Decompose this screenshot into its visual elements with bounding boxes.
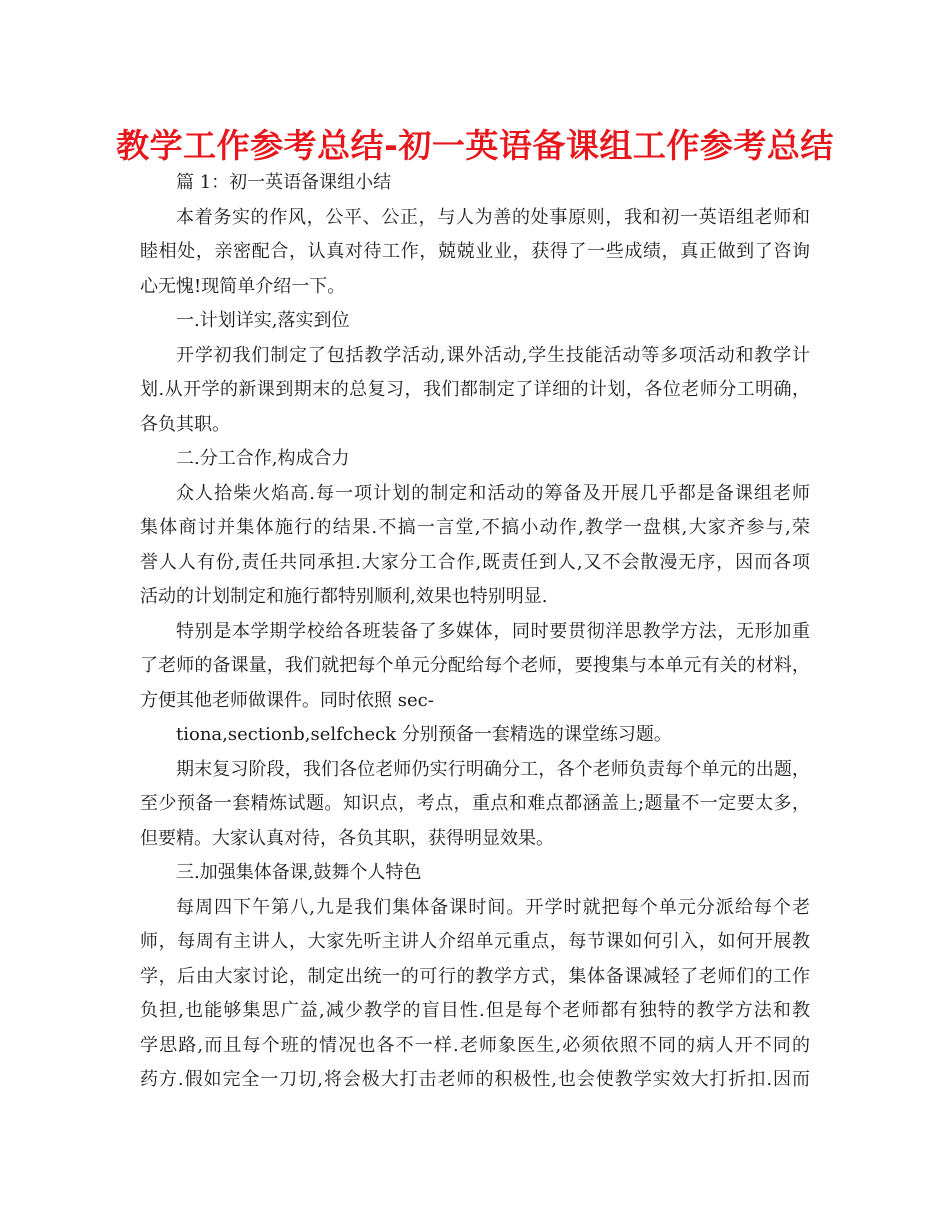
paragraph-line: 各负其职。 bbox=[140, 413, 230, 435]
paragraph-line: 学思路,而且每个班的情况也各不一样.老师象医生,必须依照不同的病人开不同的 bbox=[140, 1034, 810, 1056]
paragraph-line: 药方.假如完全一刀切,将会极大打击老师的积极性,也会使教学实效大打折扣.因而 bbox=[140, 1069, 810, 1090]
paragraph-line: 集体商讨并集体施行的结果.不搞一言堂,不搞小动作,教学一盘棋,大家齐参与,荣 bbox=[140, 517, 810, 538]
section-heading: 三.加强集体备课,鼓舞个人特色 bbox=[176, 862, 422, 883]
paragraph-line: 划.从开学的新课到期末的总复习，我们都制定了详细的计划，各位老师分工明确， bbox=[140, 379, 810, 400]
paragraph-line: tiona,sectionb,selfcheck 分别预备一套精选的课堂练习题。 bbox=[176, 724, 672, 745]
paragraph-line: 心无愧!现简单介绍一下。 bbox=[140, 275, 346, 297]
section-heading: 二.分工合作,构成合力 bbox=[176, 448, 350, 469]
paragraph-line: 了老师的备课量，我们就把每个单元分配给每个老师，要搜集与本单元有关的材料， bbox=[140, 655, 810, 676]
section-heading: 篇 1：初一英语备课组小结 bbox=[176, 172, 392, 193]
paragraph-line: 但要精。大家认真对待，各负其职，获得明显效果。 bbox=[140, 827, 554, 849]
section-heading: 一.计划详实,落实到位 bbox=[176, 310, 350, 331]
paragraph-line: 每周四下午第八,九是我们集体备课时间。开学时就把每个单元分派给每个老 bbox=[176, 896, 810, 918]
paragraph-line: 众人拾柴火焰高.每一项计划的制定和活动的筹备及开展几乎都是备课组老师 bbox=[176, 482, 810, 504]
paragraph-line: 誉人人有份,责任共同承担.大家分工合作,既责任到人,又不会散漫无序，因而各项 bbox=[140, 551, 810, 573]
paragraph-line: 学，后由大家讨论，制定出统一的可行的教学方式，集体备课减轻了老师们的工作 bbox=[140, 965, 810, 987]
document-body bbox=[140, 166, 810, 1098]
paragraph-line: 本着务实的作风，公平、公正，与人为善的处事原则，我和初一英语组老师和 bbox=[176, 206, 810, 228]
paragraph-line: 期末复习阶段，我们各位老师仍实行明确分工，各个老师负责每个单元的出题， bbox=[176, 758, 810, 780]
document-title: 教学工作参考总结-初一英语备课组工作参考总结 bbox=[116, 126, 834, 165]
paragraph-line: 开学初我们制定了包括教学活动,课外活动,学生技能活动等多项活动和教学计 bbox=[176, 344, 810, 366]
paragraph-line: 至少预备一套精炼试题。知识点，考点，重点和难点都涵盖上;题量不一定要太多， bbox=[140, 793, 810, 814]
paragraph-line: 负担,也能够集思广益,减少教学的盲目性.但是每个老师都有独特的教学方法和教 bbox=[140, 1000, 810, 1021]
paragraph-line: 活动的计划制定和施行都特别顺利,效果也特别明显. bbox=[140, 586, 548, 607]
paragraph-line: 特别是本学期学校给各班装备了多媒体，同时要贯彻洋思教学方法，无形加重 bbox=[176, 620, 810, 642]
paragraph-line: 师，每周有主讲人，大家先听主讲人介绍单元重点，每节课如何引入，如何开展教 bbox=[140, 931, 810, 952]
paragraph-line: 睦相处，亲密配合，认真对待工作，兢兢业业，获得了一些成绩，真正做到了咨询 bbox=[140, 241, 810, 262]
paragraph-line: 方便其他老师做课件。同时依照 sec- bbox=[140, 689, 434, 711]
